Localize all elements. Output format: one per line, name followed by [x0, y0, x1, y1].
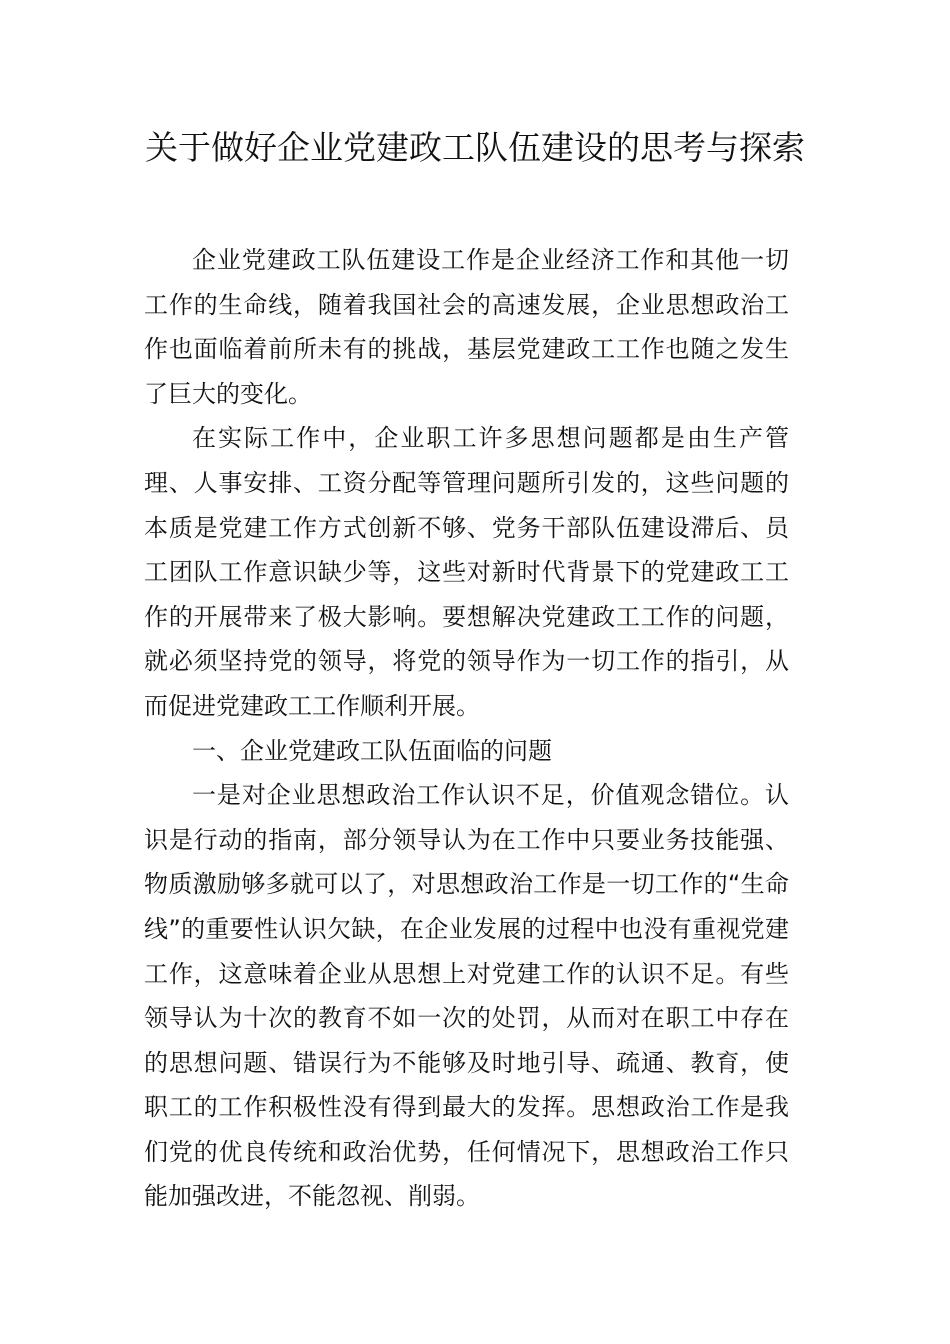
section-heading-problems: 一、企业党建政工队伍面临的问题 [192, 736, 552, 765]
paragraph-practice: 在实际工作中，企业职工许多思想问题都是由生产管理、人事安排、工资分配等管理问题所引发的，这些问题的本质是党建工作方式创新不够、党务干部队伍建设滞后、员工团队工作意识缺少等，这些对新时代背景下的党建政工工作的开展带来了极大影响。要想解决党建政工工作的问题，就必须坚持党的领导，将党的领导作为一切工作的指引，从而促进党建政工工作顺利开展。 [144, 424, 789, 720]
paragraph-problem-one: 一是对企业思想政治工作认识不足，价值观念错位。认识是行动的指南，部分领导认为在工作中只要业务技能强、物质激励够多就可以了，对思想政治工作是一切工作的“生命线”的重要性认识欠缺，在企业发展的过程中也没有重视党建工作，这意味着企业从思想上对党建工作的认识不足。有些领导认为十次的教育不如一次的处罚，从而对在职工中存在的思想问题、错误行为不能够及时地引导、疏通、教育，使职工的工作积极性没有得到最大的发挥。思想政治工作是我们党的优良传统和政治优势，任何情况下，思想政治工作只能加强改进，不能忽视、削弱。 [144, 781, 789, 1211]
document-body [144, 238, 789, 1219]
paragraph-intro: 企业党建政工队伍建设工作是企业经济工作和其他一切工作的生命线，随着我国社会的高速发展，企业思想政治工作也面临着前所未有的挑战，基层党建政工工作也随之发生了巨大的变化。 [144, 246, 789, 408]
document-title: 关于做好企业党建政工队伍建设的思考与探索 [145, 128, 805, 167]
